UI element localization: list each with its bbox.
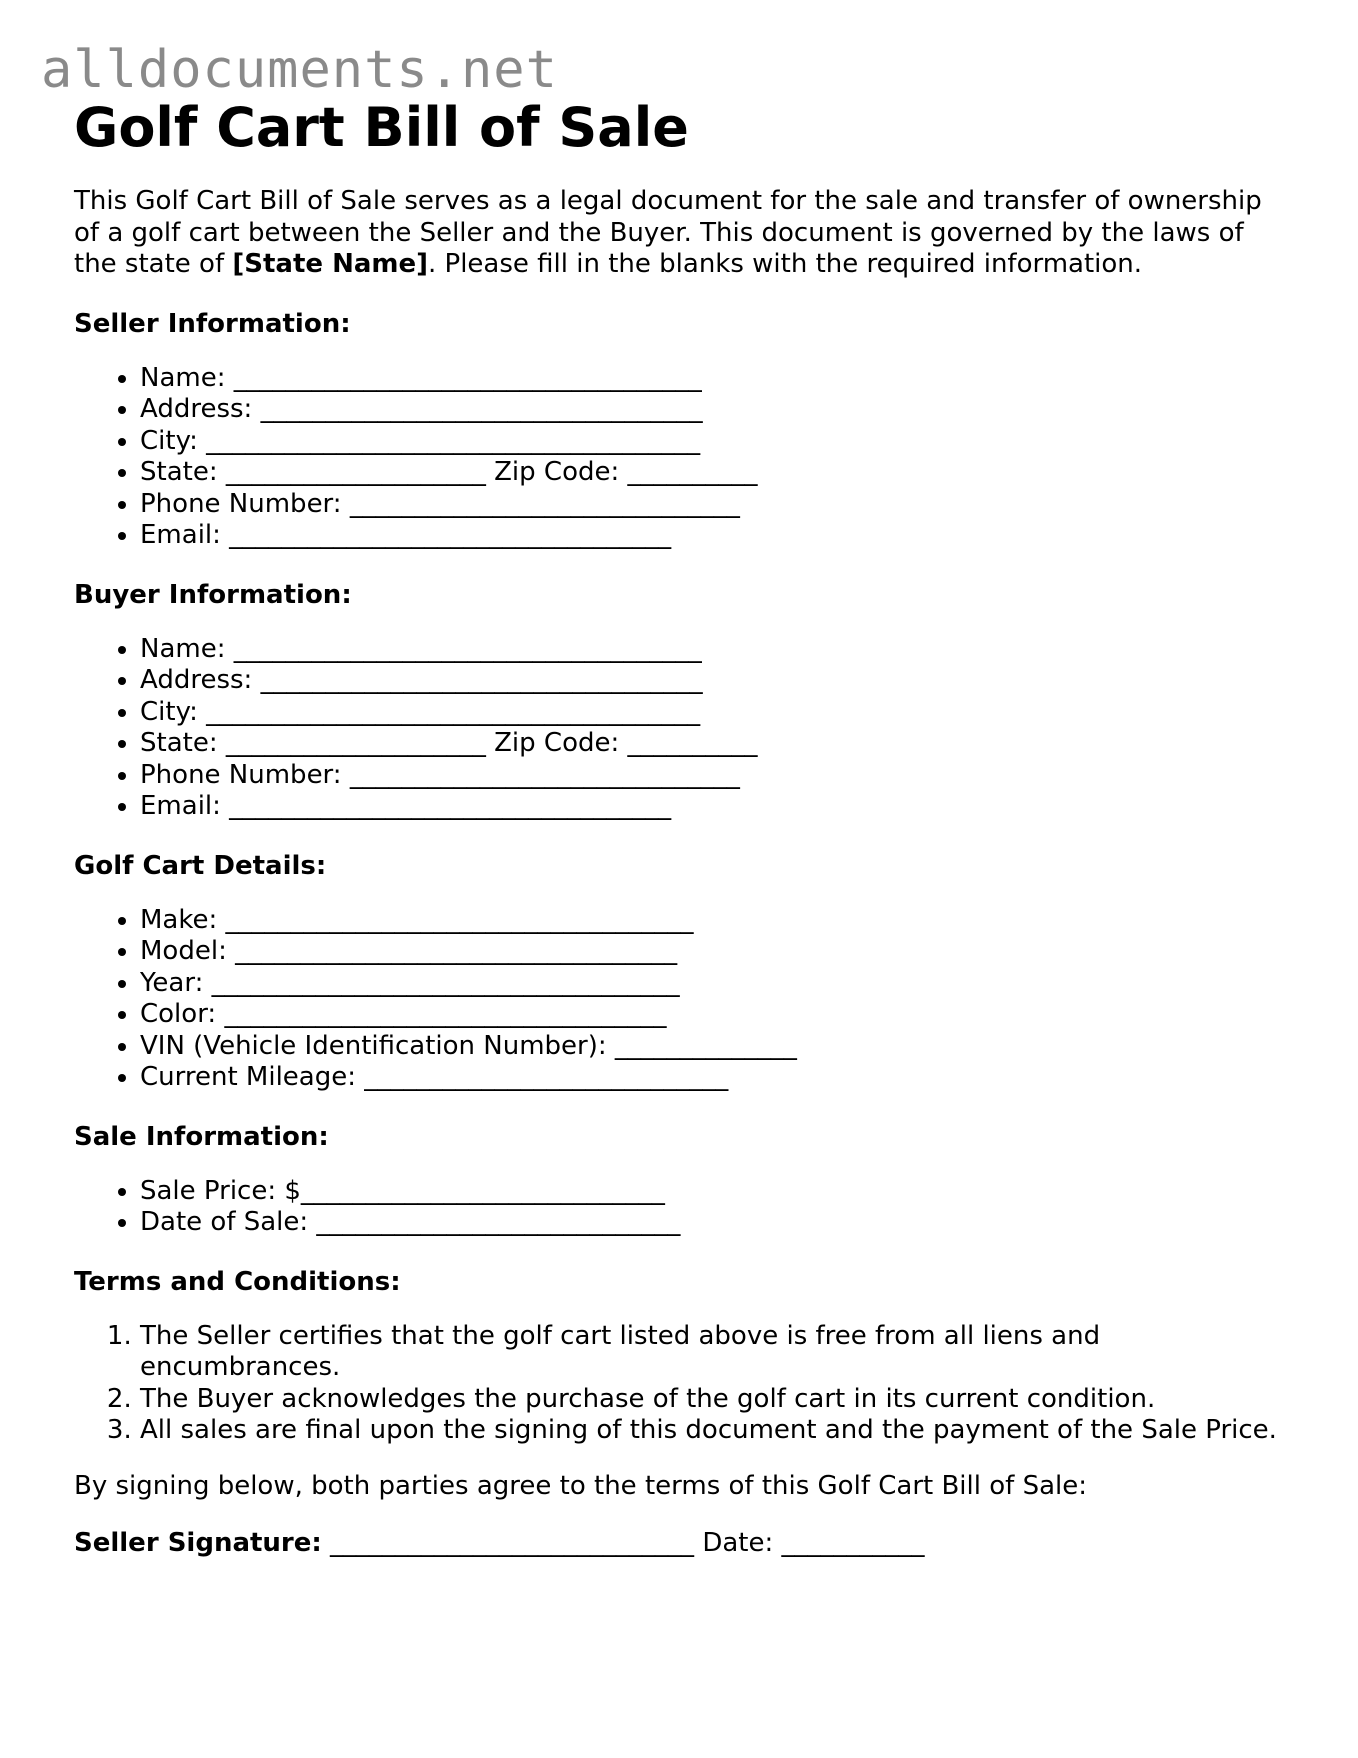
cart-mileage-field: • Current Mileage: ____________________________ [140,1062,1274,1094]
buyer-city-field: • City: ______________________________________ [140,697,1274,729]
term-item: 2. The Buyer acknowledges the purchase of the golf cart in its current condition. [140,1384,1280,1416]
cart-color-field: • Color: __________________________________ [140,999,1274,1031]
terms-list [74,1321,1280,1447]
seller-name-field: • Name: ____________________________________ [140,363,1274,395]
document [74,92,1277,1560]
seller-heading: Seller Information: [74,308,351,339]
watermark-text: alldocuments.net [41,40,558,100]
seller-signature-line [74,1526,1274,1560]
cart-vin-field: • VIN (Vehicle Identification Number): ______________ [140,1031,1274,1063]
cart-heading: Golf Cart Details: [74,850,327,881]
seller-address-field: • Address: __________________________________ [140,394,1274,426]
cart-year-field: • Year: ____________________________________ [140,968,1274,1000]
cart-make-field: • Make: ____________________________________ [140,905,1274,937]
document-title: Golf Cart Bill of Sale [74,96,689,159]
seller-city-field: • City: ______________________________________ [140,426,1274,458]
seller-phone-field: • Phone Number: ______________________________ [140,489,1274,521]
sale-heading: Sale Information: [74,1121,329,1152]
intro-paragraph [74,186,1274,281]
buyer-address-field: • Address: __________________________________ [140,665,1274,697]
buyer-state-zip-field: • State: ____________________ Zip Code: __________ [140,728,1274,760]
intro-text-end: . Please fill in the blanks with the required information. [428,249,1143,279]
closing-statement: By signing below, both parties agree to the terms of this Golf Cart Bill of Sale: [74,1470,1087,1501]
cart-model-field: • Model: __________________________________ [140,936,1274,968]
sale-price-field: • Sale Price: $____________________________ [140,1176,1274,1208]
cart-fields [74,905,1274,1094]
buyer-fields [74,634,1274,823]
seller-email-field: • Email: __________________________________ [140,520,1274,552]
seller-fields [74,363,1274,552]
seller-signature-label: Seller Signature: [74,1528,322,1558]
sale-fields [74,1176,1274,1239]
buyer-heading: Buyer Information: [74,579,352,610]
signature-date-field: Date: ___________ [702,1528,925,1558]
buyer-name-field: • Name: ____________________________________ [140,634,1274,666]
state-name-placeholder: [State Name] [232,249,428,279]
seller-state-zip-field: • State: ____________________ Zip Code: __________ [140,457,1274,489]
seller-signature-blank: ____________________________ [321,1528,703,1558]
sale-date-field: • Date of Sale: ____________________________ [140,1207,1274,1239]
buyer-email-field: • Email: __________________________________ [140,791,1274,823]
terms-heading: Terms and Conditions: [74,1266,401,1297]
buyer-phone-field: • Phone Number: ______________________________ [140,760,1274,792]
term-item: 1. The Seller certifies that the golf cart listed above is free from all liens and encumbrances. [140,1321,1280,1384]
intro-text-start: This Golf Cart Bill of Sale serves as a legal document for the sale and transfer of ownership of a golf cart between the Seller and the Buyer. This document is governed by the laws of the state of [74,186,1262,279]
term-item: 3. All sales are final upon the signing of this document and the payment of the Sale Price. [140,1415,1280,1447]
